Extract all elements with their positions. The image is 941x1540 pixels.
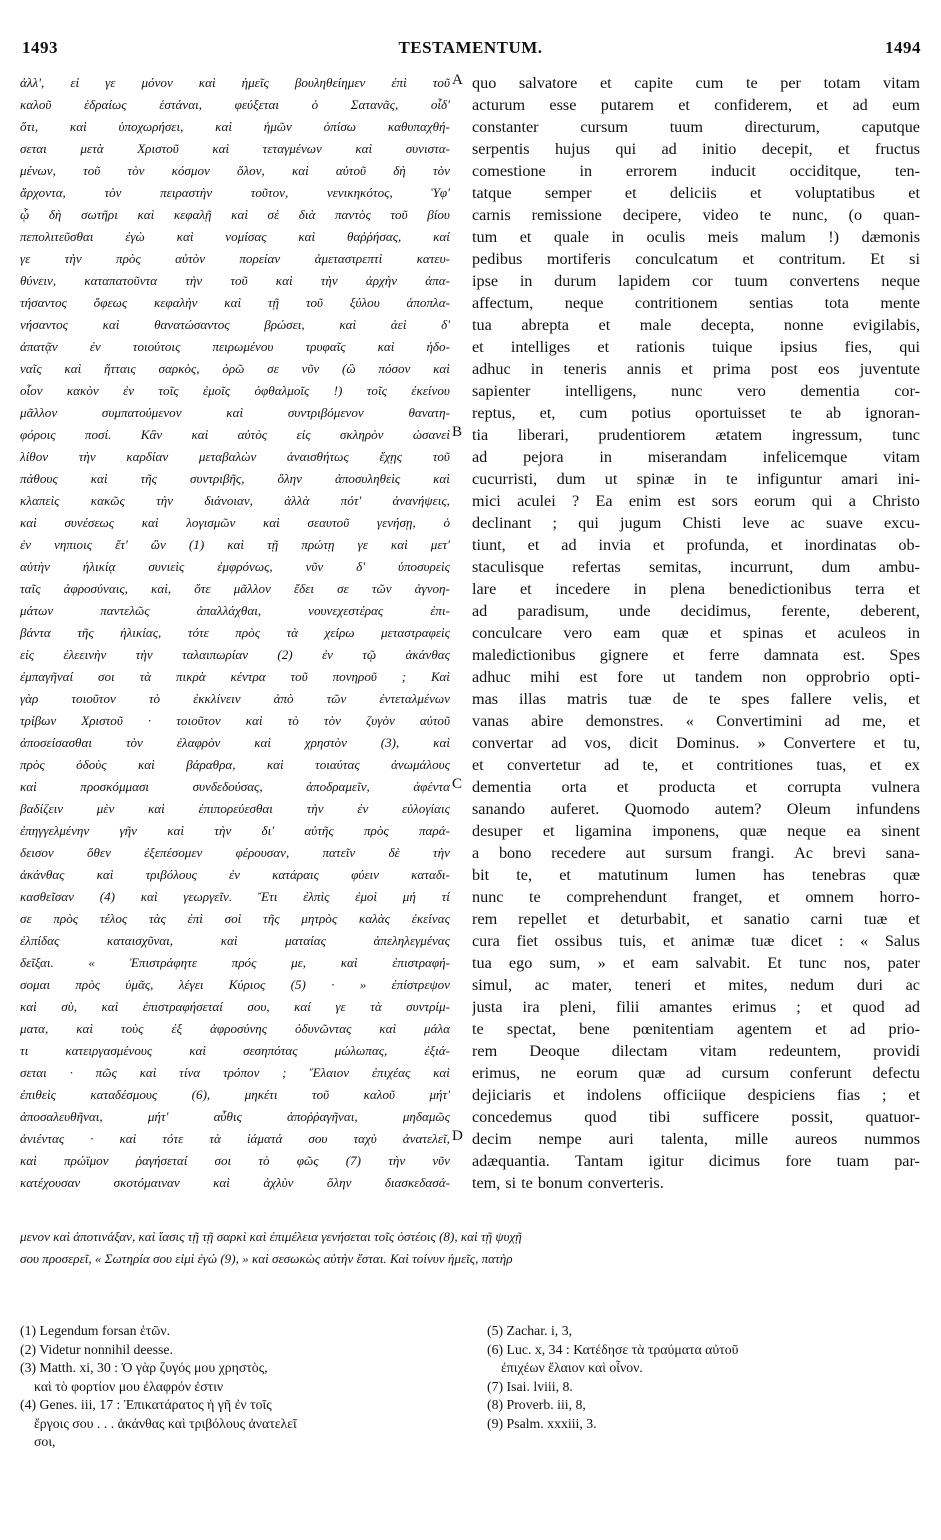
latin-text-line: cucurristi, dum ut spinæ in te infiguntur amari ini- bbox=[472, 470, 920, 488]
latin-text-line: staculisque refertas semitas, incurrunt, dum ambu- bbox=[472, 558, 920, 576]
greek-text-line: αὐτὴν ἡλικίᾳ συνιεὶς ἐμφρόνως, νῦν δ' ὑποσυρεὶς bbox=[20, 559, 450, 574]
latin-text-line: tua ego sum, » et eam salvabit. Et tunc nos, pater bbox=[472, 954, 920, 972]
latin-text-line: tiunt, et ad invia et profunda, et inordinatas ob- bbox=[472, 536, 920, 554]
greek-text-line: πεπολιτεῦσθαι ἐγὼ καὶ νομίσας καὶ θαῤῥήσας, καί bbox=[20, 229, 450, 244]
page-number-left: 1493 bbox=[22, 38, 58, 57]
greek-text-line: δεῖξαι. « Ἐπιστράφητε πρός με, καὶ ἐπιστραφή- bbox=[20, 955, 450, 970]
latin-text-line: tum et quale in oculis meis malum !) dæmonis bbox=[472, 228, 920, 246]
margin-mark-b: B bbox=[452, 424, 463, 440]
greek-text-line: μάτων παντελῶς ἀπαλλάχθαι, νουνεχεστέρας ἐπι- bbox=[20, 603, 450, 618]
greek-text-line: θύνειν, καταπατοῦντα τὴν τοῦ καὶ τὴν ἀρχὴν ἀπα- bbox=[20, 273, 450, 288]
latin-text-line: rem Deoque dilectam vitam redeuntem, providi bbox=[472, 1042, 920, 1060]
greek-text-line: καὶ πρώϊμον ῥαγήσεταί σοι τὸ φῶς (7) τὴν νῦν bbox=[20, 1153, 450, 1168]
greek-text-line: εἰς ἐλεεινὴν τὴν ταλαιπωρίαν (2) ἐν τῷ ἀκάνθας bbox=[20, 647, 450, 662]
latin-text-line: cura fiet ossibus tuis, et animæ tuæ dicet : « Salus bbox=[472, 932, 920, 950]
greek-text-line: κασθεῖσαν (4) καὶ γεωργεῖν. Ἔτι ἐλπὶς ἐμοὶ μή τί bbox=[20, 889, 450, 904]
greek-text-line: ἐμπαγῆναί σοι τὰ πικρὰ κέντρα τοῦ πονηροῦ ; Καὶ bbox=[20, 669, 450, 684]
greek-text-line: φόροις ποσί. Κἂν καὶ αὐτὸς εἰς σκληρὸν ὡσανεὶ bbox=[20, 427, 450, 442]
latin-text-line: lare et incedere in plena benedictionibus terra et bbox=[472, 580, 920, 598]
latin-text-line: erimus, ne eorum quæ ad cursum conferunt defectu bbox=[472, 1064, 920, 1082]
latin-text-line: adæquantia. Tantam igitur dicimus fore tuam par- bbox=[472, 1152, 920, 1170]
footnotes-left bbox=[20, 1322, 450, 1452]
greek-text-line: δεισον ὅθεν ἐξεπέσομεν φέρουσαν, πατεῖν δὲ τὴν bbox=[20, 845, 450, 860]
latin-text-line: tatque semper et deliciis et voluptatibus et bbox=[472, 184, 920, 202]
footnote-line: (4) Genes. iii, 17 : Ἐπικατάρατος ἡ γῆ ἐν τοῖς bbox=[20, 1397, 272, 1412]
greek-text-line: μενον καὶ ἀποτινάξαν, καὶ ἴασις τῇ τῇ σαρκὶ καὶ ἐπιμέλεια γενήσεται τοῖς ὀστέοις (8), καὶ τῇ ψυχῇ bbox=[20, 1229, 522, 1244]
greek-text-line: ναῖς καὶ ἥτταις σαρκὸς, ὁρῶ σε νῦν (ὢ πόσον καὶ bbox=[20, 361, 450, 376]
latin-text-line: constanter cursum tuum directurum, caputque bbox=[472, 118, 920, 136]
latin-text-line: a bono recedere aut sursum frangi. Ac brevi sana- bbox=[472, 844, 920, 862]
latin-text-line: sanando auferet. Quomodo autem? Oleum infundens bbox=[472, 800, 920, 818]
greek-text-line: ἀποσαλευθῆναι, μήτ' αὖθις ἀποῤῥαγῆναι, μηδαμῶς bbox=[20, 1109, 450, 1124]
greek-text-line: σε πρὸς τέλος τὰς ἐπὶ σοὶ τῆς μητρὸς καλὰς ἐκείνας bbox=[20, 911, 450, 926]
greek-text-line: ἐπιθεὶς καταδέσμους (6), μηκέτι τοῦ καλοῦ μήτ' bbox=[20, 1087, 450, 1102]
latin-text-line: ipse in durum lapidem cor tuum convertens neque bbox=[472, 272, 920, 290]
latin-text-line: acturum esse putarem et confiderem, et ad eum bbox=[472, 96, 920, 114]
greek-text-line: ὅτι, καὶ ὑποχωρήσει, καὶ ἡμῶν ὀπίσω καθυπαχθή- bbox=[20, 119, 450, 134]
latin-text-line: tia liberari, prudentiorem ætatem ingressum, tunc bbox=[472, 426, 920, 444]
latin-text-line: et convertetur ad te, et contritiones tuas, et ex bbox=[472, 756, 920, 774]
latin-text-line: adhuc mihi est fore ut tandem non opprobrio opti- bbox=[472, 668, 920, 686]
latin-text-line: convertar ad vos, dicit Dominus. » Convertere et tu, bbox=[472, 734, 920, 752]
margin-mark-d: D bbox=[452, 1128, 463, 1144]
greek-text-line: τι κατειργασμένους καὶ σεσηπότας μώλωπας, ἐξιά- bbox=[20, 1043, 450, 1058]
latin-text-line: ad pejora in miserandam infelicemque vitam bbox=[472, 448, 920, 466]
greek-text-line: οἷον κακὸν ἐν τοῖς ἐμοῖς ὀφθαλμοῖς !) τοῖς ἐκείνου bbox=[20, 383, 450, 398]
footnote-line: καὶ τὸ φορτίον μου ἐλαφρόν ἐστιν bbox=[34, 1378, 224, 1394]
greek-text-line: ἀπατᾷν ἐν τοιούτοις πειρωμένου τρυφαῖς καὶ ἡδο- bbox=[20, 339, 450, 354]
greek-text-line: ἐπηγγελμένην γῆν καὶ τὴν δι' αὐτῆς πρὸς παρά- bbox=[20, 823, 450, 838]
latin-text-line: comestione in errorem inducit occiditque, ten- bbox=[472, 162, 920, 180]
page-number-right: 1494 bbox=[885, 38, 921, 57]
latin-text-line: rem repellet et deturbabit, et sanatio carni tuæ et bbox=[472, 910, 920, 928]
footnote-line: σοι, bbox=[34, 1434, 56, 1449]
latin-text-line: affectum, neque contritionem sentias tota mente bbox=[472, 294, 920, 312]
footnote-line: (2) Videtur nonnihil deesse. bbox=[20, 1341, 173, 1357]
latin-text-line: et intelliges et rationis tuique ipsius fies, qui bbox=[472, 338, 920, 356]
latin-text-line: mici aculei ? Ea enim est sors eorum qui a Christo bbox=[472, 492, 920, 510]
margin-mark-a: A bbox=[452, 72, 463, 88]
footnote-line: (1) Legendum forsan ἐτῶν. bbox=[20, 1323, 171, 1338]
latin-text-line: tua abrepta et male decepta, nonne evigilabis, bbox=[472, 316, 920, 334]
greek-text-line: βαδίζειν μὲν καὶ ἐπιπορεύεσθαι τὴν ἐν εὐλογίαις bbox=[20, 801, 450, 816]
greek-text-line: σεται μετὰ Χριστοῦ καὶ τεταγμένων καὶ συνιστα- bbox=[20, 141, 450, 156]
greek-text-line: τρίβων Χριστοῦ · τοιοῦτον καὶ τὸ τὸν ζυγὸν αὐτοῦ bbox=[20, 713, 450, 728]
greek-text-line: ἄρχοντα, τὸν πειραστὴν τοῦτον, νενικηκότος, Ὑφ' bbox=[20, 185, 450, 200]
greek-text-line: πάθους καὶ τῆς συντριβῆς, ὅλην ἀποσυληθεὶς καὶ bbox=[20, 471, 450, 486]
latin-text-line: simul, ac mater, teneri et mites, nedum duri ac bbox=[472, 976, 920, 994]
footnote-line: ἐπιχέων ἔλαιον καὶ οἶνον. bbox=[501, 1360, 643, 1375]
greek-text-line: γε τὴν πρὸς αὐτὸν πορείαν ἀμεταστρεπτὶ κατευ- bbox=[20, 251, 450, 266]
footnote-line: (9) Psalm. xxxiii, 3. bbox=[487, 1415, 597, 1431]
greek-text-line: ματα, καὶ τοὺς ἐξ ἀφροσύνης ὀδυνῶντας καὶ μάλα bbox=[20, 1021, 450, 1036]
running-title: TESTAMENTUM. bbox=[398, 38, 543, 57]
greek-text-line: σομαι πρὸς ὑμᾶς, λέγει Κύριος (5) · » ἐπίστρεψον bbox=[20, 977, 450, 992]
latin-text-line: te spectat, bene pœnitentiam agentem et ad prio- bbox=[472, 1020, 920, 1038]
footnotes-right bbox=[487, 1322, 917, 1433]
greek-text-line: βάντα τῆς ἡλικίας, τότε πρὸς τὰ χείρω μεταστραφεὶς bbox=[20, 625, 450, 640]
greek-text-line: ἀλλ', εἰ γε μόνον καὶ ἡμεῖς βουληθείημεν ἐπὶ τοῦ bbox=[20, 75, 450, 90]
latin-column bbox=[472, 72, 920, 1194]
footnote-line: (6) Luc. x, 34 : Κατέδησε τὰ τραύματα αὐτοῦ bbox=[487, 1341, 739, 1357]
latin-text-line: maledictionibus gignere et ferre damnata est. Spes bbox=[472, 646, 920, 664]
greek-text-line: πρὸς ὁδοὺς καὶ βάραθρα, καὶ τοιαύτας ἀνωμάλους bbox=[20, 757, 450, 772]
latin-text-line: serpentis hujus qui ad initio decepit, et fructus bbox=[472, 140, 920, 158]
latin-text-line: justa ira pleni, filii amantes erimus ; et quod ad bbox=[472, 998, 920, 1016]
latin-text-line: vanas abire demonstres. « Convertimini ad me, et bbox=[472, 712, 920, 730]
latin-text-line: declinant ; qui jugum Chisti leve ac suave excu- bbox=[472, 514, 920, 532]
footnote-line: (8) Proverb. iii, 8, bbox=[487, 1397, 586, 1412]
latin-text-line: pedibus mortiferis conculcatum et contritum. Et si bbox=[472, 250, 920, 268]
greek-text-line: ἐν νηπιοις ἔτ' ὢν (1) καὶ τῇ πρώτῃ γε καὶ μετ' bbox=[20, 537, 450, 552]
latin-text-line: reptus, et, cum potius oportuisset te ab ignoran- bbox=[472, 404, 920, 422]
greek-text-line: τήσαντος ὄφεως κεφαλὴν καὶ τῇ τοῦ ξύλου ἀποπλα- bbox=[20, 295, 450, 310]
latin-text-line: desuper et ligamina imponens, quæ neque ea sinent bbox=[472, 822, 920, 840]
latin-text-line: concedemus quod tibi sufficere possit, quatuor- bbox=[472, 1108, 920, 1126]
latin-text-line: tem, si te bonum converteris. bbox=[472, 1174, 664, 1192]
greek-text-line: ἀποσείσασθαι τὸν ἐλαφρὸν καὶ χρηστὸν (3), καὶ bbox=[20, 735, 450, 750]
latin-text-line: ad paradisum, unde decidimus, ferente, deberent, bbox=[472, 602, 920, 620]
footnote-line: (5) Zachar. i, 3, bbox=[487, 1323, 573, 1338]
greek-full-width-lines bbox=[20, 1226, 920, 1270]
greek-text-line: γὰρ τοιοῦτον τὸ ἐκκλίνειν ἀπὸ τῶν ἐντεταλμένων bbox=[20, 691, 450, 706]
latin-text-line: dejiciaris et indolens officiique despiciens fias ; et bbox=[472, 1086, 920, 1104]
latin-text-line: bit te, et matutinum lumen has tenebras quæ bbox=[472, 866, 920, 884]
greek-text-line: καὶ προσκόμμασι συνδεδούσας, ἀποδραμεῖν, ἀφέντα bbox=[20, 779, 450, 794]
footnote-line: (3) Matth. xi, 30 : Ὁ γὰρ ζυγός μου χρηστὸς, bbox=[20, 1360, 268, 1375]
greek-text-line: ᾧ δὴ σωτῆρι καὶ κεφαλῇ καὶ σὲ διὰ παντὸς τοῦ βίου bbox=[20, 207, 450, 222]
greek-text-line: καὶ σὺ, καὶ ἐπιστραφήσεταί σου, καί γε τὰ συντρίμ- bbox=[20, 999, 450, 1014]
greek-text-line: μένων, τοῦ τὸν κόσμον ὅλον, καὶ αὐτοῦ δὴ τὸν bbox=[20, 163, 450, 178]
greek-text-line: μᾶλλον συμπατούμενον καὶ συντριβόμενον θανατη- bbox=[20, 405, 450, 420]
greek-text-line: λίθον τὴν καρδίαν μεταβαλὼν ἀναισθήτως ἔχῃς τοῦ bbox=[20, 449, 450, 464]
footnote-line: (7) Isai. lviii, 8. bbox=[487, 1378, 573, 1394]
latin-text-line: sapienter intelligens, nunc vero dementia cor- bbox=[472, 382, 920, 400]
greek-text-line: καλοῦ ἑδραίως ἑστάναι, φεύξεται ὁ Σατανᾶς, οἶδ' bbox=[20, 97, 450, 112]
greek-text-line: κλαπεὶς κακῶς τὴν διάνοιαν, ἀλλὰ πότ' ἀνανήψεις, bbox=[20, 493, 450, 508]
latin-text-line: carnis remissione decipere, video te nunc, (o quan- bbox=[472, 206, 920, 224]
greek-text-line: κατέχουσαν σκοτόμαιναν καὶ ἀχλὺν ὅλην διασκεδασά- bbox=[20, 1175, 450, 1190]
greek-text-line: ἀκάνθας καὶ τριβόλους ἐν κατάραις φύειν καταδι- bbox=[20, 867, 450, 882]
greek-text-line: καὶ συνέσεως καὶ λογισμῶν καὶ σεαυτοῦ γενήσῃ, ὁ bbox=[20, 515, 450, 530]
greek-text-line: σεται · πῶς καὶ τίνα τρόπον ; Ἔλαιον ἐπιχέας καὶ bbox=[20, 1065, 450, 1080]
margin-mark-c: C bbox=[452, 776, 463, 792]
latin-text-line: conculcare vero eam quæ et spinas et aculeos in bbox=[472, 624, 920, 642]
latin-text-line: nunc te comprehendunt franget, et omnem horro- bbox=[472, 888, 920, 906]
latin-text-line: adhuc in teneris annis et prima post eos juventute bbox=[472, 360, 920, 378]
greek-text-line: σου προσερεῖ, « Σωτηρία σου εἰμὶ ἐγώ (9), » καὶ σεσωκὼς αὐτὴν ἔσται. Καὶ τοίνυν ἡμεῖς, πατὴρ bbox=[20, 1251, 513, 1266]
greek-text-line: ταῖς ἀφροσύναις, καὶ, ὅτε μᾶλλον ἔδει σε τῶν ἀγνοη- bbox=[20, 581, 450, 596]
greek-text-line: νήσαντος καὶ θανατώσαντος βρώσει, καὶ ἀεὶ δ' bbox=[20, 317, 450, 332]
greek-column bbox=[20, 72, 450, 1194]
greek-text-line: ἐλπίδας καταισχῦναι, καὶ ματαίας ἀπεληλεγμένας bbox=[20, 933, 450, 948]
latin-text-line: quo salvatore et capite cum te per totam vitam bbox=[472, 74, 920, 92]
latin-text-line: dementia orta et producta et corrupta vulnera bbox=[472, 778, 920, 796]
footnote-line: ἔργοις σου . . . ἀκάνθας καὶ τριβόλους ἀνατελεῖ bbox=[34, 1415, 297, 1431]
greek-text-line: ἀνιέντας · καὶ τότε τὰ ἰάματά σου ταχὺ ἀνατελεῖ, bbox=[20, 1131, 450, 1146]
latin-text-line: mas illas matris tuæ de te spes fallere velis, et bbox=[472, 690, 920, 708]
latin-text-line: decim nempe auri talenta, mille aureos nummos bbox=[472, 1130, 920, 1148]
